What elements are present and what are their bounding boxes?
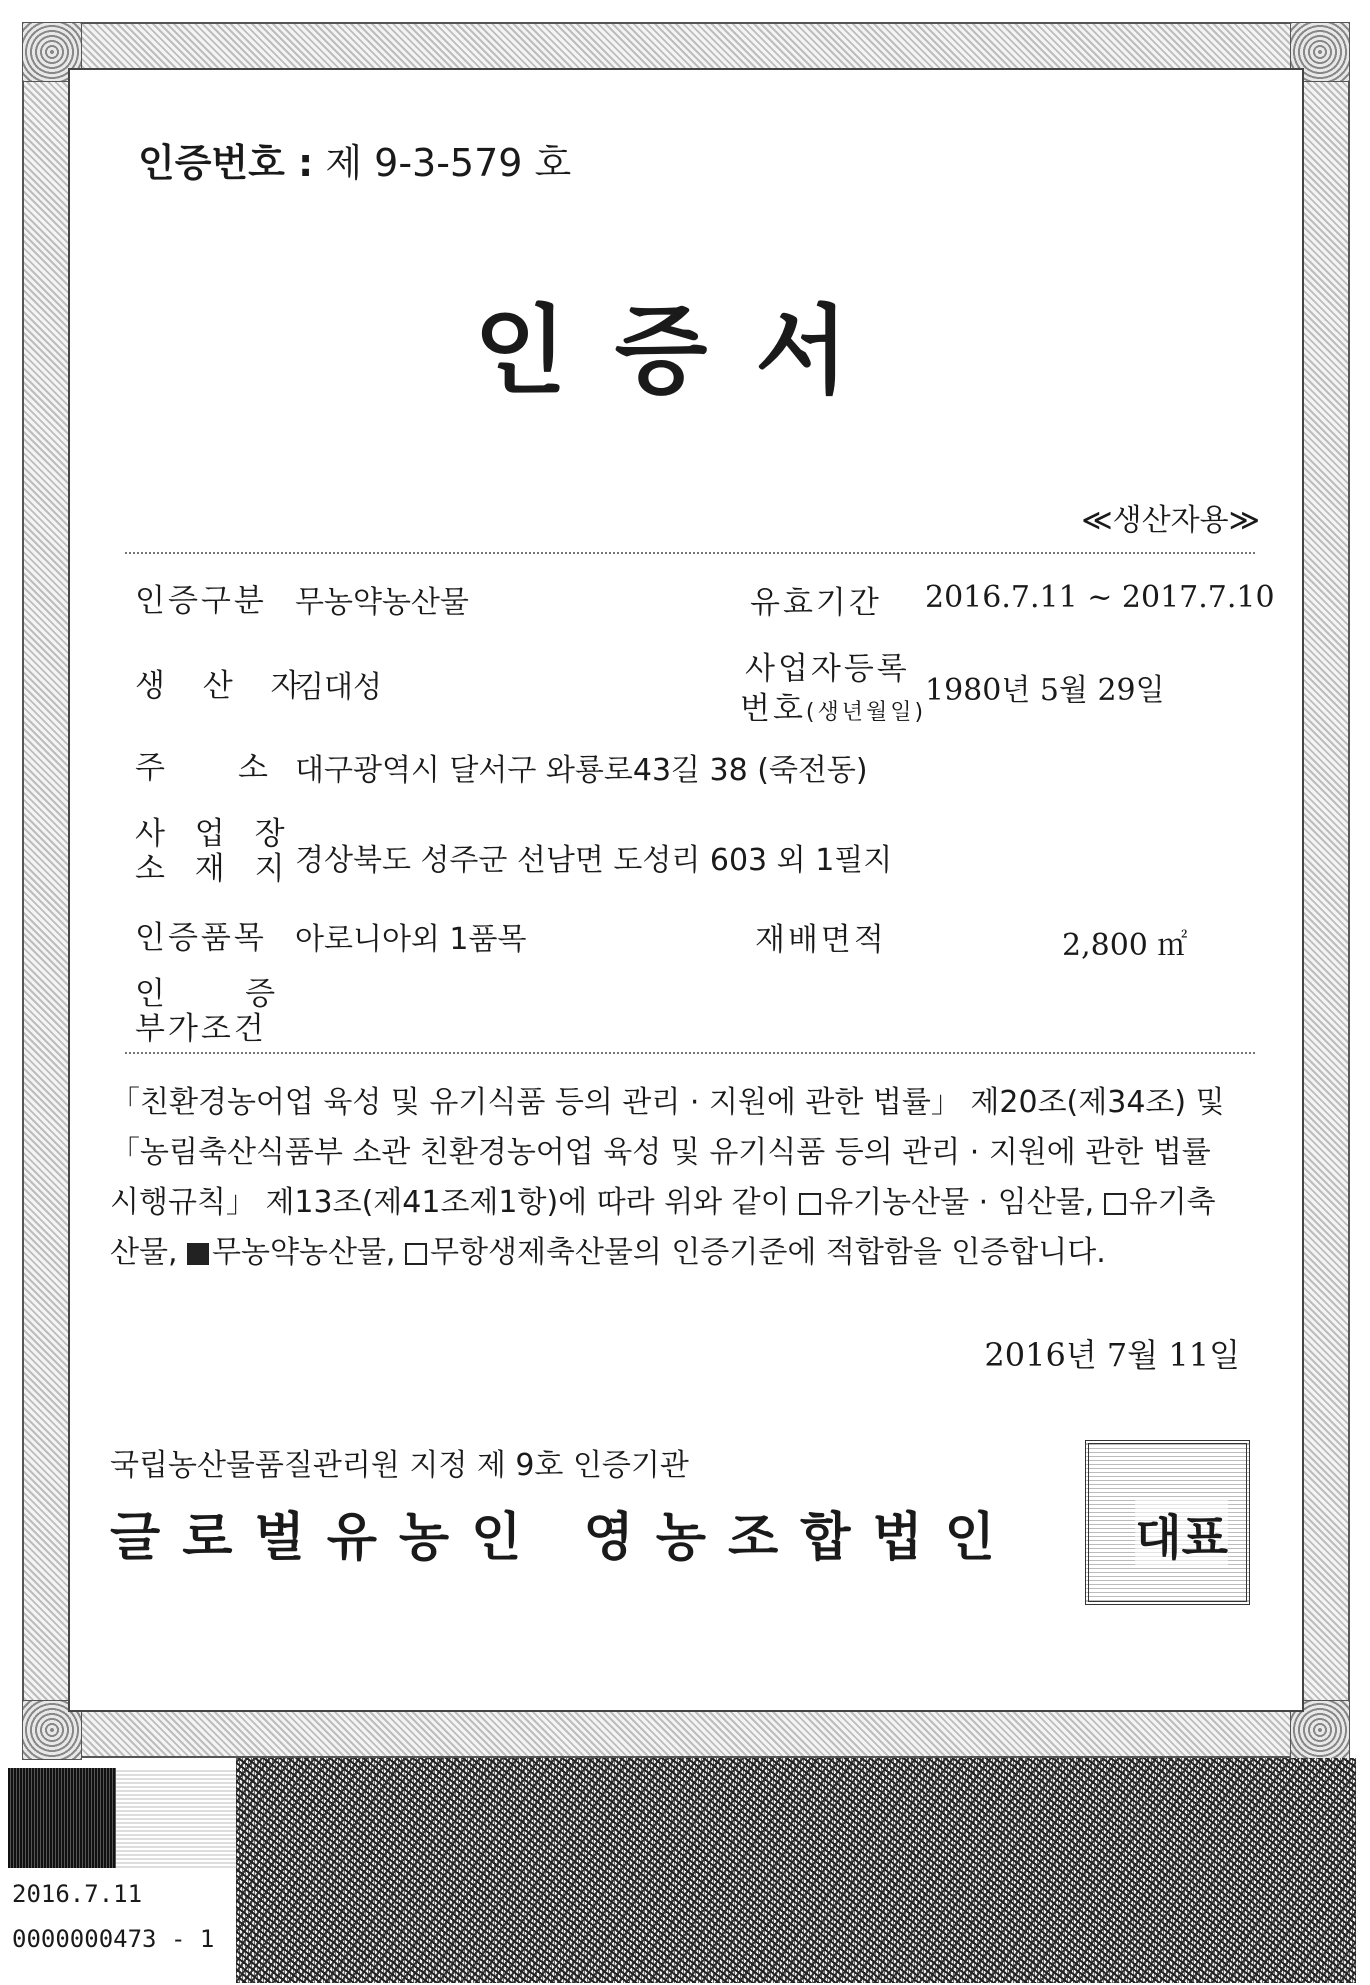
issue-date: 2016년 7월 11일 bbox=[984, 1336, 1240, 1374]
condition-label-line1: 인 증 bbox=[135, 976, 279, 1012]
barcode-block-light bbox=[116, 1768, 236, 1868]
producer-value: 김대성 bbox=[295, 670, 382, 705]
option-antibiotic-free-livestock: 무항생제축산물 bbox=[430, 1235, 633, 1270]
bizreg-label-line2 bbox=[740, 683, 926, 728]
statement-text-2: 의 인증기준에 적합함을 인증합니다. bbox=[632, 1235, 1106, 1270]
checkbox-antibiotic-free-livestock bbox=[405, 1243, 427, 1265]
institution-designation: 국립농산물품질관리원 지정 제 9호 인증기관 bbox=[110, 1448, 689, 1483]
bottom-divider bbox=[125, 1052, 1255, 1054]
category-label: 인증구분 bbox=[135, 583, 267, 619]
option-organic-livestock: 유기축산물, bbox=[110, 1185, 1216, 1270]
site-value: 경상북도 성주군 선남면 도성리 603 외 1필지 bbox=[295, 843, 893, 878]
usage-label: ≪생산자용≫ bbox=[1081, 503, 1260, 538]
item-value: 아로니아외 1품목 bbox=[295, 922, 527, 957]
validity-label: 유효기간 bbox=[750, 585, 882, 621]
category-value: 무농약농산물 bbox=[295, 585, 469, 620]
condition-label-line2: 부가조건 bbox=[135, 1011, 267, 1047]
top-divider bbox=[125, 552, 1255, 554]
bizreg-label-birthdate: (생년월일) bbox=[805, 700, 927, 725]
certification-statement bbox=[110, 1078, 1240, 1278]
organization-name: 글로벌유농인 영농조합법인 bbox=[110, 1508, 1017, 1568]
certificate-number-value: 제 9-3-579 호 bbox=[325, 141, 572, 185]
security-pattern bbox=[236, 1758, 1356, 1983]
option-organic-crops: 유기농산물 · 임산물, bbox=[824, 1185, 1095, 1220]
validity-value: 2016.7.11 ~ 2017.7.10 bbox=[925, 580, 1275, 615]
address-label-char2: 소 bbox=[238, 750, 271, 786]
footer-date: 2016.7.11 bbox=[12, 1880, 143, 1908]
document-title: 인증서 bbox=[473, 295, 897, 407]
item-label: 인증품목 bbox=[135, 920, 267, 956]
area-value: 2,800 ㎡ bbox=[1062, 928, 1188, 963]
area-label: 재배면적 bbox=[755, 922, 887, 958]
checkbox-organic-crops bbox=[799, 1193, 821, 1215]
statement-text-1: 「친환경농어업 육성 및 유기식품 등의 관리 · 지원에 관한 법률」 제20조(제34조) 및 「농림축산식품부 소관 친환경농어업 육성 및 유기식품 등의 관리 · 지원에 관한 법률 시행규칙」 제13조(제41조제1항)에 따라 위와 같이 bbox=[110, 1085, 1225, 1220]
bizreg-label-line1: 사업자등록 bbox=[745, 651, 910, 687]
certificate-number bbox=[138, 132, 571, 187]
option-pesticide-free-crops: 무농약농산물, bbox=[212, 1235, 396, 1270]
barcode-block bbox=[8, 1768, 116, 1868]
producer-label: 생 산 자 bbox=[135, 668, 315, 704]
bizreg-label-number: 번호 bbox=[740, 691, 806, 727]
bizreg-value: 1980년 5월 29일 bbox=[925, 673, 1165, 708]
site-label-line2: 소 재 지 bbox=[135, 851, 295, 887]
certificate-number-label: 인증번호 : bbox=[138, 141, 314, 185]
official-seal bbox=[1085, 1440, 1250, 1605]
seal-text: 대표 bbox=[1135, 1499, 1228, 1568]
checkbox-pesticide-free-crops-checked bbox=[187, 1243, 209, 1265]
checkbox-organic-livestock bbox=[1104, 1193, 1126, 1215]
footer-serial: 0000000473 - 1 bbox=[12, 1925, 215, 1953]
address-value: 대구광역시 달서구 와룡로43길 38 (죽전동) bbox=[295, 753, 868, 788]
site-label-line1: 사 업 장 bbox=[135, 816, 295, 852]
address-label-char1: 주 bbox=[135, 750, 168, 786]
